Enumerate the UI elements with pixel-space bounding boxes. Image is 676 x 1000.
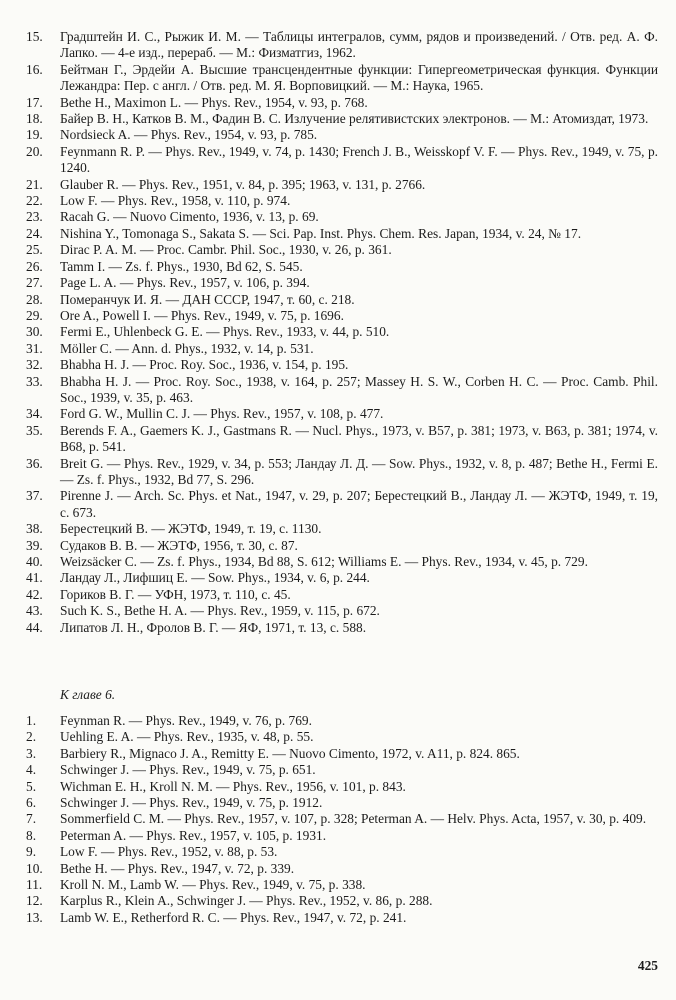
page-number: 425	[637, 958, 658, 973]
reference-item	[26, 62, 658, 95]
reference-number: 24.	[26, 225, 43, 241]
reference-text: Low F. — Phys. Rev., 1952, v. 88, p. 53.	[60, 844, 278, 860]
reference-text: Байер В. Н., Катков В. М., Фадин В. С. Излучение релятивистских электронов. — М.: Атомиздат, 1973.	[60, 111, 649, 127]
reference-number: 16.	[26, 61, 43, 77]
reference-item	[26, 193, 658, 209]
reference-text: Breit G. — Phys. Rev., 1929, v. 34, p. 553; Ландау Л. Д. — Sow. Phys., 1932, v. 8, p. 487; Bethe H., Fermi E. — Zs. f. Phys., 1932, Bd 77, S. 296.	[60, 455, 658, 487]
reference-number: 30.	[26, 324, 43, 340]
reference-item	[26, 242, 658, 258]
reference-item	[26, 844, 658, 860]
reference-number: 2.	[26, 729, 37, 745]
reference-number: 37.	[26, 488, 43, 504]
reference-text: Dirac P. A. M. — Proc. Cambr. Phil. Soc., 1930, v. 26, p. 361.	[60, 242, 392, 258]
reference-number: 7.	[26, 811, 37, 827]
reference-text: Bhabha H. J. — Proc. Roy. Soc., 1936, v. 154, p. 195.	[60, 357, 349, 373]
reference-text: Racah G. — Nuovo Cimento, 1936, v. 13, p. 69.	[60, 209, 319, 225]
reference-text: Low F. — Phys. Rev., 1958, v. 110, p. 974.	[60, 193, 291, 209]
reference-item	[26, 341, 658, 357]
reference-number: 1.	[26, 713, 37, 728]
reference-number: 33.	[26, 373, 43, 389]
reference-number: 19.	[26, 127, 43, 143]
reference-number: 21.	[26, 176, 43, 192]
reference-text: Such K. S., Bethe H. A. — Phys. Rev., 1959, v. 115, p. 672.	[60, 603, 380, 619]
reference-item	[26, 292, 658, 308]
reference-item	[26, 713, 658, 729]
reference-text: Karplus R., Klein A., Schwinger J. — Phys. Rev., 1952, v. 86, p. 288.	[60, 893, 433, 909]
reference-number: 41.	[26, 570, 43, 586]
reference-item	[26, 811, 658, 827]
reference-item	[26, 603, 658, 619]
reference-item	[26, 127, 658, 143]
reference-text: Feynmann R. P. — Phys. Rev., 1949, v. 74, p. 1430; French J. B., Weisskopf V. F. — Phys. Rev., 1949, v. 75, p. 1240.	[60, 143, 658, 176]
reference-number: 38.	[26, 521, 43, 537]
reference-text: Barbiery R., Mignaco J. A., Remitty E. — Nuovo Cimento, 1972, v. A11, p. 824. 865.	[60, 745, 520, 761]
reference-text: Schwinger J. — Phys. Rev., 1949, v. 75, p. 1912.	[60, 795, 323, 811]
reference-item	[26, 111, 658, 127]
reference-number: 17.	[26, 94, 43, 110]
reference-item	[26, 456, 658, 489]
reference-text: Fermi E., Uhlenbeck G. E. — Phys. Rev., 1933, v. 44, p. 510.	[60, 324, 390, 340]
reference-text: Berends F. A., Gaemers K. J., Gastmans R. — Nucl. Phys., 1973, v. B57, p. 381; 1973, v. B63, p. 381; 1974, v. B68, p. 541.	[60, 422, 658, 455]
reference-item	[26, 308, 658, 324]
reference-number: 43.	[26, 603, 43, 619]
reference-text: Schwinger J. — Phys. Rev., 1949, v. 75, p. 651.	[60, 762, 316, 778]
reference-item	[26, 95, 658, 111]
reference-number: 6.	[26, 795, 37, 811]
reference-number: 35.	[26, 422, 43, 438]
reference-number: 3.	[26, 745, 37, 761]
reference-item	[26, 423, 658, 456]
section-heading: К главе 6.	[60, 687, 116, 702]
reference-item	[26, 554, 658, 570]
reference-text: Glauber R. — Phys. Rev., 1951, v. 84, p. 395; 1963, v. 131, p. 2766.	[60, 176, 426, 192]
reference-text: Гориков В. Г. — УФН, 1973, т. 110, с. 45.	[60, 586, 291, 602]
reference-text: Ландау Л., Лифшиц Е. — Sow. Phys., 1934, v. 6, p. 244.	[60, 570, 370, 586]
reference-text: Wichman E. H., Kroll N. M. — Phys. Rev., 1956, v. 101, p. 843.	[60, 778, 406, 794]
reference-text: Померанчук И. Я. — ДАН СССР, 1947, т. 60, с. 218.	[60, 291, 355, 307]
reference-item	[26, 729, 658, 745]
reference-number: 26.	[26, 258, 43, 274]
reference-list-chapter-5	[26, 29, 658, 636]
reference-text: Nordsieck A. — Phys. Rev., 1954, v. 93, p. 785.	[60, 127, 318, 143]
reference-text: Ford G. W., Mullin C. J. — Phys. Rev., 1957, v. 108, p. 477.	[60, 406, 384, 422]
reference-number: 42.	[26, 586, 43, 602]
reference-item	[26, 275, 658, 291]
reference-number: 44.	[26, 619, 43, 635]
reference-text: Page L. A. — Phys. Rev., 1957, v. 106, p. 394.	[60, 275, 310, 291]
reference-number: 29.	[26, 307, 43, 323]
reference-number: 10.	[26, 860, 43, 876]
reference-number: 27.	[26, 275, 43, 291]
reference-number: 22.	[26, 193, 43, 209]
reference-text: Sommerfield C. M. — Phys. Rev., 1957, v. 107, p. 328; Peterman A. — Helv. Phys. Acta, 1957, v. 30, p. 409.	[60, 811, 647, 827]
reference-number: 34.	[26, 406, 43, 422]
reference-item	[26, 357, 658, 373]
reference-text: Bhabha H. J. — Proc. Roy. Soc., 1938, v. 164, p. 257; Massey H. S. W., Corben H. C. — Proc. Camb. Phil. Soc., 1939, v. 35, p. 463.	[60, 373, 658, 405]
reference-item	[26, 521, 658, 537]
reference-item	[26, 259, 658, 275]
reference-number: 15.	[26, 29, 43, 44]
reference-item	[26, 620, 658, 636]
reference-text: Möller C. — Ann. d. Phys., 1932, v. 14, p. 531.	[60, 340, 314, 356]
reference-item	[26, 324, 658, 340]
reference-text: Feynman R. — Phys. Rev., 1949, v. 76, p. 769.	[60, 713, 312, 728]
reference-number: 20.	[26, 143, 43, 159]
reference-item	[26, 795, 658, 811]
reference-list-chapter-6	[26, 713, 658, 926]
reference-text: Tamm I. — Zs. f. Phys., 1930, Bd 62, S. 545.	[60, 258, 303, 274]
reference-number: 32.	[26, 357, 43, 373]
reference-item	[26, 538, 658, 554]
reference-number: 8.	[26, 827, 37, 843]
reference-item	[26, 828, 658, 844]
reference-number: 25.	[26, 242, 43, 258]
reference-item	[26, 144, 658, 177]
reference-number: 9.	[26, 844, 37, 860]
reference-item	[26, 893, 658, 909]
reference-text: Ore A., Powell I. — Phys. Rev., 1949, v. 75, p. 1696.	[60, 307, 344, 323]
reference-item	[26, 209, 658, 225]
reference-text: Nishina Y., Tomonaga S., Sakata S. — Sci. Pap. Inst. Phys. Chem. Res. Japan, 1934, v. 24, № 17.	[60, 225, 582, 241]
reference-number: 4.	[26, 762, 37, 778]
reference-item	[26, 587, 658, 603]
reference-text: Липатов Л. Н., Фролов В. Г. — ЯФ, 1971, т. 13, с. 588.	[60, 619, 367, 635]
reference-item	[26, 910, 658, 926]
reference-number: 36.	[26, 455, 43, 471]
reference-number: 13.	[26, 909, 43, 925]
reference-text: Бейтман Г., Эрдейи А. Высшие трансцендентные функции: Гипергеометрическая функция. Функции Лежандра: Пер. с англ. / Отв. ред. М. Я. Ворповицкий. — М.: Наука, 1965.	[60, 61, 658, 94]
reference-text: Kroll N. M., Lamb W. — Phys. Rev., 1949, v. 75, p. 338.	[60, 877, 366, 893]
reference-text: Pirenne J. — Arch. Sc. Phys. et Nat., 1947, v. 29, p. 207; Берестецкий В., Ландау Л. — ЖЭТФ, 1949, т. 19, с. 673.	[60, 488, 658, 520]
reference-number: 11.	[26, 877, 43, 893]
reference-text: Lamb W. E., Retherford R. C. — Phys. Rev., 1947, v. 72, p. 241.	[60, 909, 407, 925]
reference-item	[26, 779, 658, 795]
reference-item	[26, 177, 658, 193]
reference-item	[26, 29, 658, 62]
reference-text: Weizsäcker C. — Zs. f. Phys., 1934, Bd 88, S. 612; Williams E. — Phys. Rev., 1934, v. 45, p. 729.	[60, 554, 588, 569]
reference-item	[26, 374, 658, 407]
reference-text: Градштейн И. С., Рыжик И. М. — Таблицы интегралов, сумм, рядов и произведений. / Отв. ред. А. Ф. Лапко. — 4-е изд., перераб. — М.: Физматгиз, 1962.	[60, 29, 658, 61]
reference-item	[26, 570, 658, 586]
reference-number: 31.	[26, 340, 43, 356]
reference-item	[26, 877, 658, 893]
reference-text: Bethe H., Maximon L. — Phys. Rev., 1954, v. 93, p. 768.	[60, 94, 368, 110]
reference-text: Uehling E. A. — Phys. Rev., 1935, v. 48, p. 55.	[60, 729, 314, 745]
reference-text: Peterman A. — Phys. Rev., 1957, v. 105, p. 1931.	[60, 827, 327, 843]
reference-item	[26, 746, 658, 762]
reference-item	[26, 861, 658, 877]
reference-item	[26, 406, 658, 422]
reference-item	[26, 488, 658, 521]
reference-item	[26, 226, 658, 242]
reference-number: 12.	[26, 893, 43, 909]
reference-number: 28.	[26, 291, 43, 307]
reference-number: 39.	[26, 537, 43, 553]
reference-number: 18.	[26, 111, 43, 127]
reference-number: 5.	[26, 778, 37, 794]
reference-number: 23.	[26, 209, 43, 225]
reference-text: Bethe H. — Phys. Rev., 1947, v. 72, p. 339.	[60, 860, 295, 876]
reference-number: 40.	[26, 554, 43, 569]
reference-text: Судаков В. В. — ЖЭТФ, 1956, т. 30, с. 87.	[60, 537, 298, 553]
reference-item	[26, 762, 658, 778]
reference-text: Берестецкий В. — ЖЭТФ, 1949, т. 19, с. 1130.	[60, 521, 322, 537]
